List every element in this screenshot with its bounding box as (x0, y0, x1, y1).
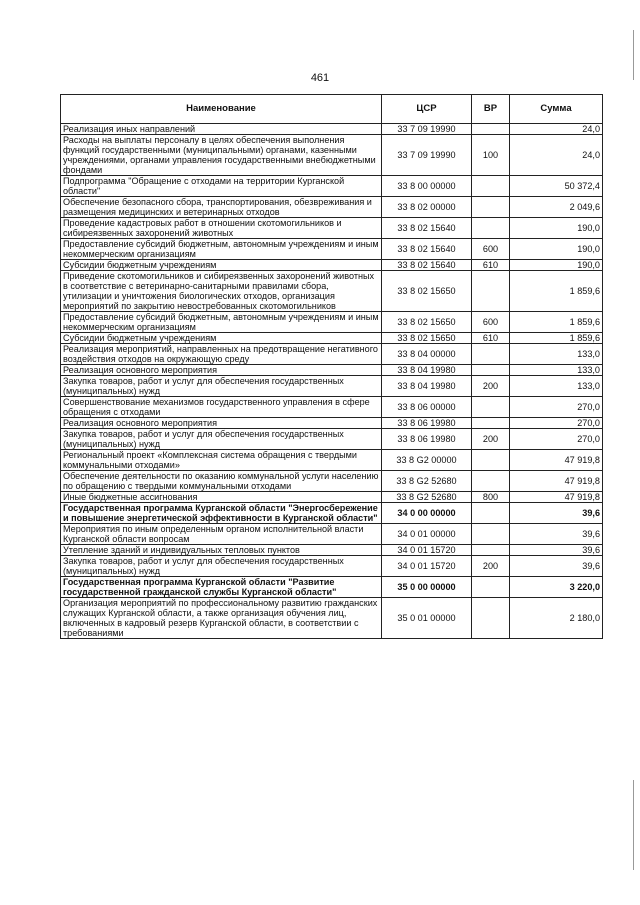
row-sum: 24,0 (510, 135, 603, 176)
header-name: Наименование (61, 95, 382, 124)
row-name: Государственная программа Курганской области "Развитие государственной гражданской службы Курганской области" (61, 577, 382, 598)
row-sum: 39,6 (510, 524, 603, 545)
table-row (61, 503, 603, 524)
table-row (61, 312, 603, 333)
row-sum: 133,0 (510, 376, 603, 397)
row-vr: 610 (472, 260, 510, 271)
row-sum: 39,6 (510, 545, 603, 556)
table-row (61, 524, 603, 545)
row-vr (472, 418, 510, 429)
row-name: Субсидии бюджетным учреждениям (61, 260, 382, 271)
row-sum: 133,0 (510, 344, 603, 365)
header-csr: ЦСР (382, 95, 472, 124)
row-sum: 1 859,6 (510, 312, 603, 333)
row-vr: 200 (472, 556, 510, 577)
row-sum: 3 220,0 (510, 577, 603, 598)
row-vr (472, 344, 510, 365)
row-sum: 50 372,4 (510, 176, 603, 197)
row-sum: 2 180,0 (510, 598, 603, 639)
row-vr (472, 271, 510, 312)
table-row (61, 397, 603, 418)
row-csr: 33 8 02 15640 (382, 239, 472, 260)
row-sum: 270,0 (510, 429, 603, 450)
row-sum: 39,6 (510, 503, 603, 524)
row-csr: 33 8 04 19980 (382, 365, 472, 376)
row-vr (472, 503, 510, 524)
row-name: Обеспечение деятельности по оказанию коммунальной услуги населению по обращению с твердыми коммунальными отходами (61, 471, 382, 492)
row-vr (472, 577, 510, 598)
row-csr: 33 8 G2 52680 (382, 492, 472, 503)
budget-table (60, 94, 603, 639)
row-csr: 35 0 01 00000 (382, 598, 472, 639)
row-vr (472, 524, 510, 545)
row-name: Закупка товаров, работ и услуг для обеспечения государственных (муниципальных) нужд (61, 429, 382, 450)
table-row (61, 429, 603, 450)
page-number: 461 (310, 72, 330, 84)
row-name: Реализация иных направлений (61, 124, 382, 135)
row-csr: 33 7 09 19990 (382, 135, 472, 176)
row-sum: 47 919,8 (510, 471, 603, 492)
row-csr: 33 8 02 15640 (382, 218, 472, 239)
row-csr: 34 0 01 15720 (382, 545, 472, 556)
table-row (61, 577, 603, 598)
table-row (61, 260, 603, 271)
row-vr: 610 (472, 333, 510, 344)
row-vr: 600 (472, 312, 510, 333)
row-name: Обеспечение безопасного сбора, транспортирования, обезвреживания и размещения медицинских и ветеринарных отходов (61, 197, 382, 218)
row-csr: 33 8 00 00000 (382, 176, 472, 197)
margin-mark (633, 30, 634, 80)
table-row (61, 365, 603, 376)
table-header-row (61, 95, 603, 124)
table-row (61, 176, 603, 197)
row-vr (472, 471, 510, 492)
table-row (61, 333, 603, 344)
row-vr: 800 (472, 492, 510, 503)
table-row (61, 492, 603, 503)
row-name: Реализация основного мероприятия (61, 365, 382, 376)
row-sum: 47 919,8 (510, 450, 603, 471)
row-sum: 190,0 (510, 218, 603, 239)
row-name: Субсидии бюджетным учреждениям (61, 333, 382, 344)
row-sum: 39,6 (510, 556, 603, 577)
row-vr (472, 176, 510, 197)
row-csr: 34 0 00 00000 (382, 503, 472, 524)
row-vr (472, 397, 510, 418)
row-name: Организация мероприятий по профессиональному развитию гражданских служащих Курганской области, а также организация обучения лиц, включенных в кадровый резерв Курганской области, в соответствии с требованиями (61, 598, 382, 639)
row-name: Закупка товаров, работ и услуг для обеспечения государственных (муниципальных) нужд (61, 376, 382, 397)
row-csr: 33 8 06 00000 (382, 397, 472, 418)
row-sum: 133,0 (510, 365, 603, 376)
row-csr: 33 8 02 15650 (382, 271, 472, 312)
row-vr: 600 (472, 239, 510, 260)
row-vr: 200 (472, 376, 510, 397)
table-row (61, 218, 603, 239)
row-name: Региональный проект «Комплексная система обращения с твердыми коммунальными отходами» (61, 450, 382, 471)
header-sum: Сумма (510, 95, 603, 124)
row-name: Подпрограмма "Обращение с отходами на территории Курганской области" (61, 176, 382, 197)
row-vr (472, 218, 510, 239)
row-name: Расходы на выплаты персоналу в целях обеспечения выполнения функций государственными (муниципальными) органами, казенными учреждениями, органами управления государственными внебюджетными фондами (61, 135, 382, 176)
row-csr: 33 8 02 15650 (382, 333, 472, 344)
row-csr: 33 8 04 00000 (382, 344, 472, 365)
row-name: Приведение скотомогильников и сибиреязвенных захоронений животных в соответствие с ветеринарно-санитарными правилами сбора, утилизации и уничтожения биологических отходов, организация мероприятий по закрытию невостребованных скотомогильников (61, 271, 382, 312)
row-sum: 1 859,6 (510, 271, 603, 312)
row-name: Мероприятия по иным определенным органом исполнительной власти Курганской области вопросам (61, 524, 382, 545)
row-csr: 33 8 G2 52680 (382, 471, 472, 492)
row-vr (472, 124, 510, 135)
table-row (61, 418, 603, 429)
table-row (61, 197, 603, 218)
row-name: Предоставление субсидий бюджетным, автономным учреждениям и иным некоммерческим организациям (61, 239, 382, 260)
row-vr: 200 (472, 429, 510, 450)
header-vr: ВР (472, 95, 510, 124)
row-csr: 33 8 06 19980 (382, 429, 472, 450)
row-vr (472, 365, 510, 376)
row-vr: 100 (472, 135, 510, 176)
table-row (61, 124, 603, 135)
row-name: Предоставление субсидий бюджетным, автономным учреждениям и иным некоммерческим организациям (61, 312, 382, 333)
row-name: Реализация мероприятий, направленных на предотвращение негативного воздействия отходов на окружающую среду (61, 344, 382, 365)
row-sum: 2 049,6 (510, 197, 603, 218)
table-row (61, 545, 603, 556)
table-row (61, 376, 603, 397)
row-name: Совершенствование механизмов государственного управления в сфере обращения с отходами (61, 397, 382, 418)
row-name: Иные бюджетные ассигнования (61, 492, 382, 503)
table-row (61, 471, 603, 492)
row-sum: 47 919,8 (510, 492, 603, 503)
table-row (61, 598, 603, 639)
row-name: Утепление зданий и индивидуальных тепловых пунктов (61, 545, 382, 556)
table-row (61, 239, 603, 260)
row-name: Закупка товаров, работ и услуг для обеспечения государственных (муниципальных) нужд (61, 556, 382, 577)
row-vr (472, 545, 510, 556)
row-sum: 190,0 (510, 260, 603, 271)
margin-mark (633, 780, 634, 870)
row-csr: 34 0 01 00000 (382, 524, 472, 545)
row-name: Реализация основного мероприятия (61, 418, 382, 429)
row-sum: 1 859,6 (510, 333, 603, 344)
row-csr: 33 8 06 19980 (382, 418, 472, 429)
row-sum: 270,0 (510, 397, 603, 418)
row-csr: 33 8 02 00000 (382, 197, 472, 218)
row-csr: 34 0 01 15720 (382, 556, 472, 577)
row-name: Государственная программа Курганской области "Энергосбережение и повышение энергетической эффективности в Курганской области" (61, 503, 382, 524)
table-row (61, 271, 603, 312)
table-row (61, 135, 603, 176)
row-csr: 33 8 04 19980 (382, 376, 472, 397)
row-sum: 270,0 (510, 418, 603, 429)
row-sum: 190,0 (510, 239, 603, 260)
row-vr (472, 197, 510, 218)
row-csr: 33 7 09 19990 (382, 124, 472, 135)
row-csr: 33 8 02 15650 (382, 312, 472, 333)
row-csr: 33 8 G2 00000 (382, 450, 472, 471)
table-row (61, 344, 603, 365)
row-csr: 33 8 02 15640 (382, 260, 472, 271)
row-vr (472, 598, 510, 639)
table-row (61, 450, 603, 471)
table-row (61, 556, 603, 577)
row-csr: 35 0 00 00000 (382, 577, 472, 598)
row-sum: 24,0 (510, 124, 603, 135)
row-vr (472, 450, 510, 471)
table-body (61, 124, 603, 639)
row-name: Проведение кадастровых работ в отношении скотомогильников и сибиреязвенных захоронений животных (61, 218, 382, 239)
